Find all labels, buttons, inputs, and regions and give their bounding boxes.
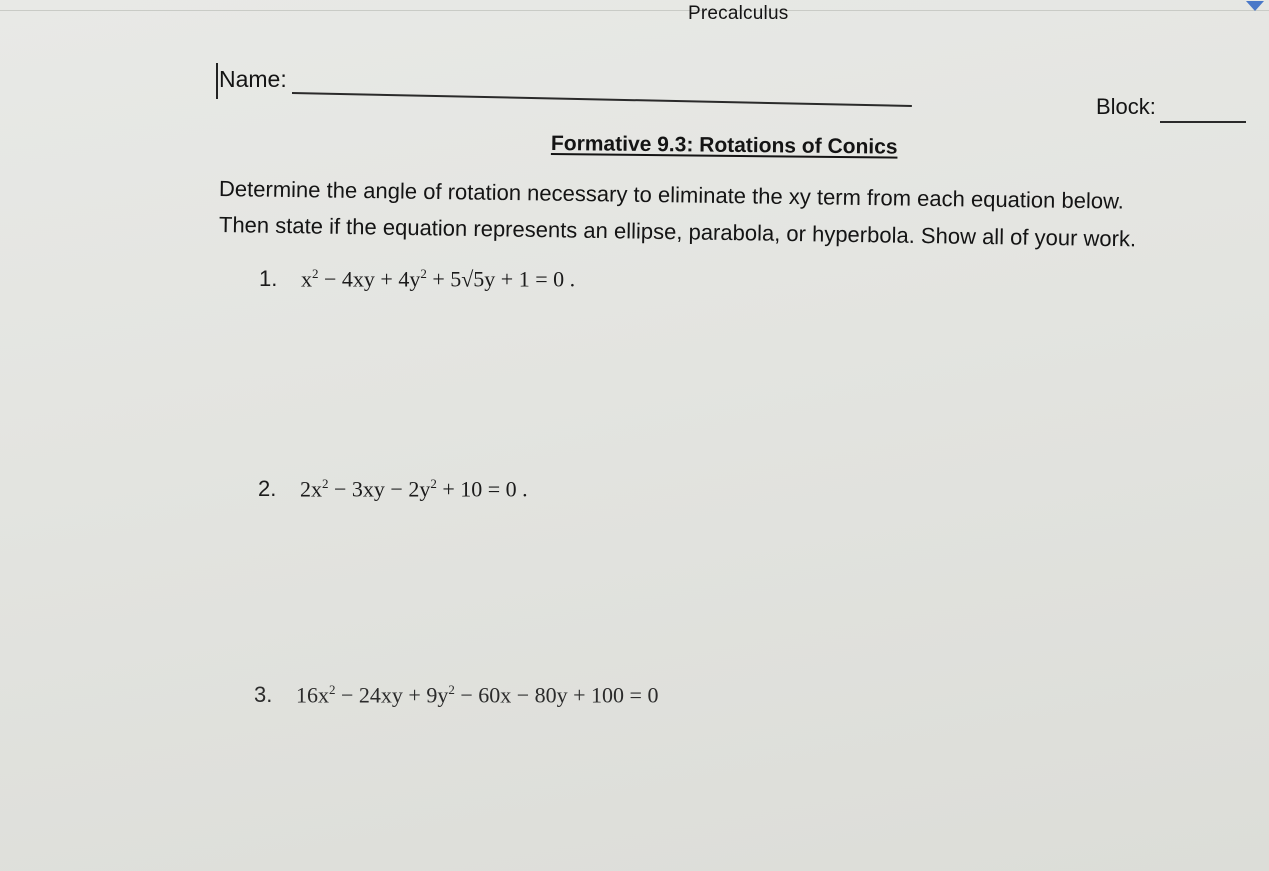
- equation-part: − 24xy + 9y: [335, 682, 449, 708]
- exponent: 2: [329, 682, 336, 697]
- problem-1: [259, 266, 575, 292]
- problem-number: 3.: [254, 682, 273, 708]
- exponent: 2: [448, 682, 455, 697]
- text-cursor: [216, 63, 218, 99]
- instructions-line-1: Determine the angle of rotation necessary to eliminate the xy term from each equation below.: [218, 176, 1125, 214]
- exponent: 2: [420, 266, 427, 281]
- exponent: 2: [322, 476, 329, 491]
- worksheet-title: Formative 9.3: Rotations of Conics: [550, 132, 898, 159]
- equation-part: − 4xy + 4y: [318, 266, 421, 292]
- equation-part: − 3xy − 2y: [328, 476, 431, 502]
- page-top-edge: [0, 0, 1269, 11]
- block-label: Block:: [1096, 94, 1156, 119]
- equation-part: + 5√5y + 1 = 0 .: [426, 266, 576, 292]
- problem-number: 1.: [259, 266, 278, 292]
- exponent: 2: [430, 476, 437, 491]
- equation-part: x: [301, 266, 312, 292]
- block-field-line[interactable]: [1160, 121, 1246, 123]
- problem-2: [258, 476, 528, 502]
- problem-number: 2.: [258, 476, 277, 502]
- instructions-line-2: Then state if the equation represents an ellipse, parabola, or hyperbola. Show all of your work.: [218, 212, 1137, 252]
- equation-part: 16x: [296, 682, 329, 708]
- name-field-line[interactable]: [292, 92, 912, 107]
- course-header: Precalculus: [688, 3, 789, 24]
- equation-part: − 60x − 80y + 100 = 0: [454, 682, 659, 708]
- problem-3: [254, 682, 658, 708]
- exponent: 2: [312, 266, 319, 281]
- name-label: Name:: [219, 66, 287, 92]
- equation-part: + 10 = 0 .: [436, 476, 528, 502]
- dropdown-arrow-icon: [1246, 1, 1264, 11]
- equation-part: 2x: [300, 476, 322, 502]
